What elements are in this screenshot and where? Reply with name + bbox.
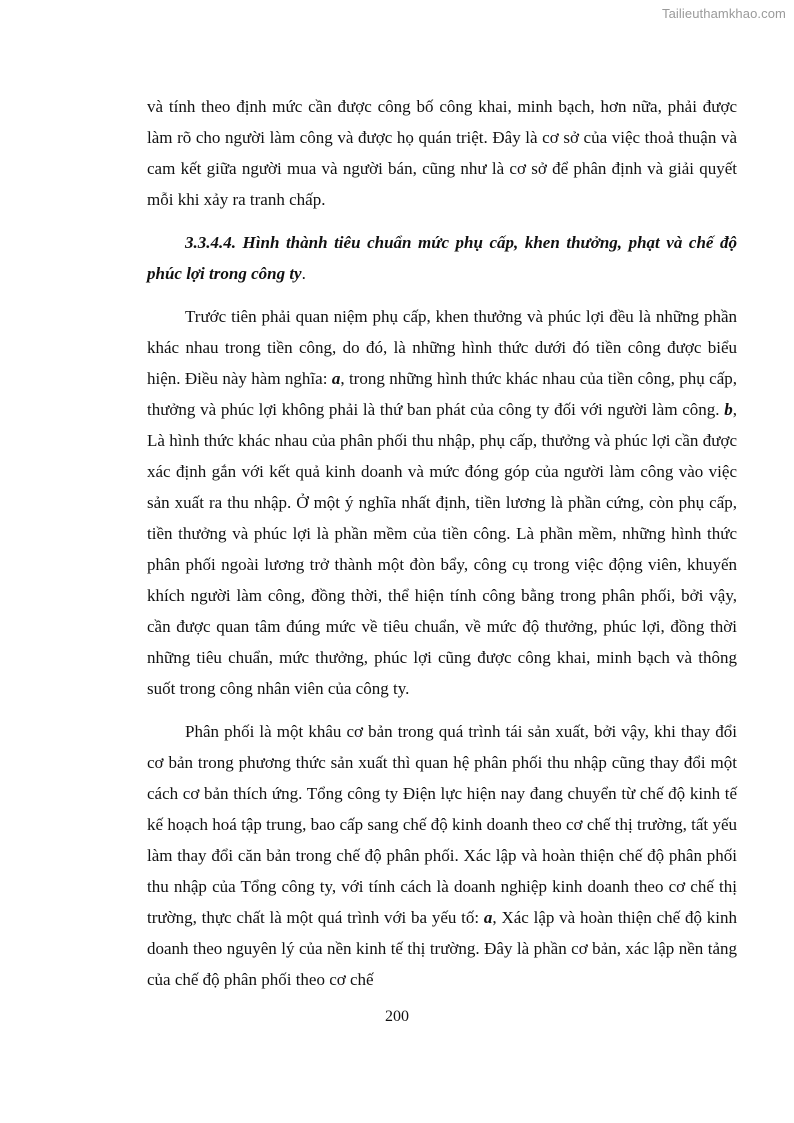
paragraph-distribution [147, 716, 737, 995]
paragraph-text: , Xác lập và hoàn thiện chế độ kinh doanh theo nguyên lý của nền kinh tế thị trường. Đây là phần cơ bản, xác lập nền tảng của chế độ phân phối theo cơ chế [147, 908, 737, 989]
paragraph-text: , Là hình thức khác nhau của phân phối thu nhập, phụ cấp, thưởng và phúc lợi cần được xác định gắn với kết quả kinh doanh và mức đóng góp của người làm công vào việc sản xuất ra thu nhập. Ở một ý nghĩa nhất định, tiền lương là phần cứng, còn phụ cấp, tiền thưởng và phúc lợi là phần mềm của tiền công. Là phần mềm, những hình thức phân phối ngoài lương trở thành một đòn bẩy, công cụ trong việc động viên, khuyến khích người làm công, đồng thời, thể hiện tính công bằng trong phân phối, bởi vậy, cần được quan tâm đúng mức về tiêu chuẩn, về mức độ thưởng, phúc lợi, đồng thời những tiêu chuẩn, mức thưởng, phúc lợi cũng được công khai, minh bạch và thông suốt trong công nhân viên của công ty. [147, 400, 737, 698]
document-body [147, 91, 737, 1007]
list-marker-a: a [331, 369, 341, 388]
section-heading-text: 3.3.4.4. Hình thành tiêu chuẩn mức phụ cấp, khen thưởng, phạt và chế độ phúc lợi trong công ty [147, 233, 737, 283]
page-number: 200 [385, 1008, 409, 1025]
paragraph-allowances [147, 301, 737, 704]
list-marker-b: b [724, 400, 733, 419]
paragraph-continuation: và tính theo định mức cần được công bố công khai, minh bạch, hơn nữa, phải được làm rõ cho người làm công và được họ quán triệt. Đây là cơ sở của việc thoả thuận và cam kết giữa người mua và người bán, cũng như là cơ sở để phân định và giải quyết mỗi khi xảy ra tranh chấp. [147, 97, 737, 209]
list-marker-a: a [483, 908, 493, 927]
section-heading-period: . [301, 264, 306, 283]
paragraph-text: , trong những hình thức khác nhau của tiền công, phụ cấp, thưởng và phúc lợi không phải là thứ ban phát của công ty đối với người làm công. [147, 369, 737, 419]
watermark: Tailieuthamkhao.com [661, 6, 786, 21]
paragraph-text: Trước tiên phải quan niệm phụ cấp, khen thưởng và phúc lợi đều là những phần khác nhau trong tiền công, do đó, là những hình thức dưới đó tiền công được biểu hiện. Điều này hàm nghĩa: [147, 307, 737, 388]
paragraph-text: Phân phối là một khâu cơ bản trong quá trình tái sản xuất, bởi vậy, khi thay đổi cơ bản trong phương thức sản xuất thì quan hệ phân phối thu nhập cũng thay đổi một cách cơ bản thích ứng. Tổng công ty Điện lực hiện nay đang chuyển từ chế độ kinh tế kế hoạch hoá tập trung, bao cấp sang chế độ kinh doanh theo cơ chế thị trường, tất yếu làm thay đổi căn bản trong chế độ phân phối. Xác lập và hoàn thiện chế độ phân phối thu nhập của Tổng công ty, với tính cách là doanh nghiệp kinh doanh theo cơ chế thị trường, thực chất là một quá trình với ba yếu tố: [147, 722, 737, 927]
section-heading [147, 227, 737, 289]
